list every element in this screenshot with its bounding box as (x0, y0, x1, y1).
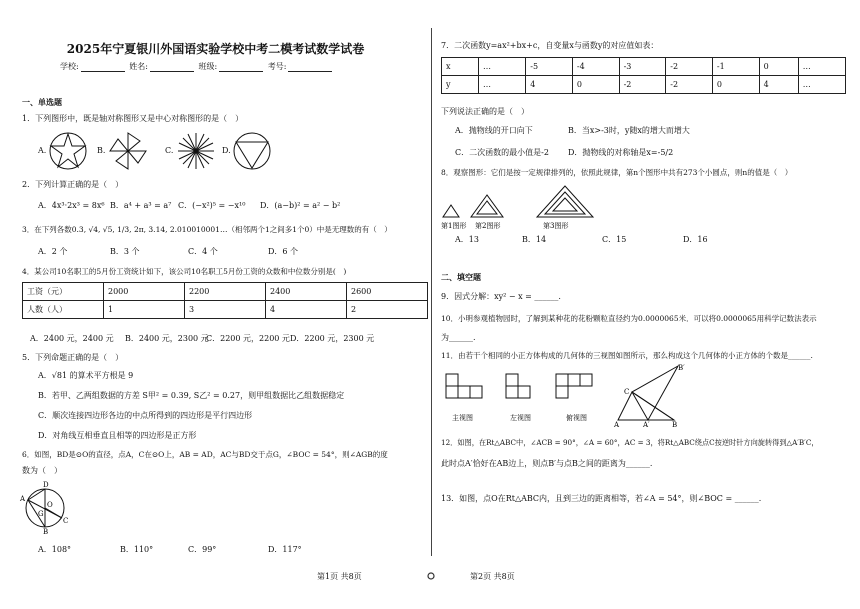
table-cell: 工资（元） (23, 283, 104, 301)
label-d: D (43, 481, 49, 489)
footer-page-right: 第2页 共8页 (470, 572, 515, 581)
table-cell: -2 (619, 76, 666, 94)
table-cell: 2000 (104, 283, 185, 301)
table-row (23, 283, 428, 301)
label-b: B (672, 421, 678, 429)
table-cell: … (798, 76, 845, 94)
q1-figure-c-starburst (176, 131, 216, 171)
top-view-label: 俯视图 (566, 414, 587, 422)
table-row (442, 76, 846, 94)
q8-option-d: D．16 (683, 235, 708, 244)
q6-circle-figure (20, 481, 69, 536)
q8-option-a: A．13 (455, 235, 479, 244)
q7-stem: 7．二次函数y=ax²+bx+c，自变量x与函数y的对应值如表： (441, 41, 659, 50)
label-o: O (47, 501, 53, 509)
q10-line2: 为______. (441, 333, 476, 342)
q1-option-a: A. (38, 146, 47, 155)
label-g: G (38, 510, 44, 518)
q2-option-c: C．(−x²)⁵ = −x¹⁰ (178, 201, 246, 210)
table-cell: -3 (619, 58, 666, 76)
q6-option-c: C．99° (188, 545, 217, 554)
class-blank (219, 63, 263, 72)
label-a: A (614, 421, 620, 429)
front-view-label: 主视图 (452, 414, 473, 422)
number-label: 考号: (267, 62, 287, 71)
q2-option-d: D．(a−b)² = a² − b² (260, 201, 341, 210)
table-cell: 2400 (266, 283, 347, 301)
table-cell: -5 (526, 58, 573, 76)
q2-stem: 2．下列计算正确的是（ ） (22, 180, 124, 189)
label-a: A (20, 495, 26, 503)
q4-salary-table (22, 282, 428, 319)
table-cell: -1 (712, 58, 759, 76)
table-cell: 人数（人） (23, 301, 104, 319)
footer-page-left: 第1页 共8页 (317, 572, 362, 581)
table-cell: y (442, 76, 479, 94)
q3-stem: 3．在下列各数0.3, √4, √5, 1/3, 2π, 3.14, 2.010010001…（相邻两个1之间多1个0）中是无理数的有（ ） (22, 225, 392, 234)
student-info-line (60, 61, 334, 72)
q4-option-b: B．2400 元，2300 元 (125, 334, 209, 343)
table-cell: -2 (666, 76, 713, 94)
q8-stem: 8．观察图形：它们是按一定规律排列的，依照此规律，第n个图形中共有273个小圆点，则n的值是（ ） (441, 168, 793, 177)
table-cell: 1 (104, 301, 185, 319)
q7-value-table (441, 57, 846, 94)
q4-stem: 4．某公司10名职工的5月份工资统计如下，该公司10名职工5月份工资的众数和中位数分别是( ) (22, 267, 347, 276)
label-b: B (43, 528, 49, 536)
q4-option-c: C．2200 元，2200 元 (206, 334, 290, 343)
table-cell: -4 (572, 58, 619, 76)
q12-rotation-figure (614, 364, 694, 428)
q8-option-b: B．14 (522, 235, 547, 244)
q5-option-c: C．顺次连接四边形各边的中点所得到的四边形是平行四边形 (38, 411, 253, 420)
q6-option-a: A．108° (38, 545, 72, 554)
q1-stem: 1．下列图形中，既是轴对称图形又是中心对称图形的是（ ） (22, 114, 244, 123)
q8-pattern-figures (441, 186, 591, 230)
label-b-prime: B′ (678, 364, 685, 372)
q1-option-d: D. (222, 146, 231, 155)
table-cell: 3 (185, 301, 266, 319)
q6-option-d: D．117° (268, 545, 302, 554)
name-blank (150, 63, 194, 72)
circle-marker-icon (427, 572, 435, 580)
table-cell: -2 (666, 58, 713, 76)
table-cell: … (479, 58, 526, 76)
table-cell: x (442, 58, 479, 76)
table-cell: 0 (712, 76, 759, 94)
label-c: C (63, 517, 69, 525)
q8-option-c: C．15 (602, 235, 627, 244)
table-row (442, 58, 846, 76)
q9-stem: 9．因式分解：xy² − x = ______. (441, 292, 561, 301)
table-cell: 0 (572, 76, 619, 94)
q3-option-b: B．3 个 (110, 247, 140, 256)
q12-line1: 12．如图，在Rt△ABC中，∠ACB = 90°，∠A = 60°，AC = 3，将Rt△ABC绕点C按逆时针方向旋转得到△A′B′C， (441, 438, 819, 447)
figure-1-label: 第1图形 (441, 222, 467, 230)
q3-option-c: C．4 个 (188, 247, 218, 256)
label-a-prime: A′ (643, 421, 650, 429)
q1-figure-b-pinwheel (108, 131, 148, 171)
q7-option-c: C．二次函数的最小值是-2 (455, 148, 549, 157)
q3-option-a: A．2 个 (38, 247, 68, 256)
class-label: 班级: (198, 62, 218, 71)
table-cell: 2 (347, 301, 428, 319)
table-cell: 4 (266, 301, 347, 319)
name-label: 姓名: (129, 62, 148, 71)
q7-option-a: A．抛物线的开口向下 (455, 126, 533, 135)
table-cell: 4 (759, 76, 798, 94)
table-cell: 2200 (185, 283, 266, 301)
q7-option-b: B．当x>-3时，y随x的增大而增大 (568, 126, 690, 135)
q1-figure-a-star-in-circle (48, 131, 88, 171)
table-cell: 2600 (347, 283, 428, 301)
table-cell: 0 (759, 58, 798, 76)
number-blank (288, 63, 332, 72)
table-row (23, 301, 428, 319)
q5-stem: 5．下列命题正确的是（ ） (22, 353, 124, 362)
q6-option-b: B．110° (120, 545, 154, 554)
q12-line2: 此时点A′恰好在AB边上，则点B′与点B之间的距离为______. (441, 459, 653, 468)
table-cell: 4 (526, 76, 573, 94)
column-divider (431, 28, 432, 556)
q6-stem-line2: 数为（ ） (22, 466, 62, 475)
page-title: 2025年宁夏银川外国语实验学校中考二模考试数学试卷 (66, 42, 365, 56)
section-fill-in: 二、填空题 (441, 272, 481, 282)
figure-3-label: 第3图形 (543, 222, 569, 230)
q13-stem: 13．如图，点O在Rt△ABC内，且到三边的距离相等，若∠A = 54°，则∠BOC = ______. (441, 494, 762, 503)
q3-option-d: D．6 个 (268, 247, 299, 256)
q1-option-c: C. (165, 146, 174, 155)
q10-line1: 10．小明参观植物园时，了解到某种花的花粉颗粒直径约为0.0000065米．可以将0.0000065用科学记数法表示 (441, 314, 817, 323)
q6-stem-line1: 6．如图，BD是⊙O的直径，点A，C在⊙O上，AB = AD，AC与BD交于点G，∠BOC = 54°，则∠AGB的度 (22, 450, 388, 459)
q7-option-d: D．抛物线的对称轴是x=-5/2 (568, 148, 674, 157)
q1-option-b: B. (97, 146, 106, 155)
q5-option-b: B．若甲、乙两组数据的方差 S甲² = 0.39, S乙² = 0.27，则甲组数据比乙组数据稳定 (38, 391, 345, 400)
label-c-top: C (624, 388, 630, 396)
q11-stem: 11．由若干个相同的小正方体构成的几何体的三视图如图所示，那么构成这个几何体的小正方体的个数是______. (441, 351, 813, 360)
q2-option-b: B．a⁴ + a³ = a⁷ (110, 201, 172, 210)
q5-option-d: D．对角线互相垂直且相等的四边形是正方形 (38, 431, 197, 440)
q11-three-views (446, 374, 611, 426)
q2-option-a: A．4x³·2x³ = 8x⁶ (38, 201, 105, 210)
left-view-label: 左视图 (510, 414, 531, 422)
table-cell: … (479, 76, 526, 94)
q1-figure-d-triangle-in-circle (232, 131, 272, 171)
school-blank (81, 63, 125, 72)
figure-2-label: 第2图形 (475, 222, 501, 230)
q5-option-a: A．√81 的算术平方根是 9 (38, 371, 134, 380)
q7-sub-stem: 下列说法正确的是（ ） (441, 107, 529, 116)
table-cell: … (798, 58, 845, 76)
section-single-choice: 一、单选题 (22, 97, 62, 107)
q4-option-a: A．2400 元，2400 元 (30, 334, 114, 343)
q4-option-d: D．2200 元，2300 元 (290, 334, 375, 343)
school-label: 学校: (60, 62, 79, 71)
